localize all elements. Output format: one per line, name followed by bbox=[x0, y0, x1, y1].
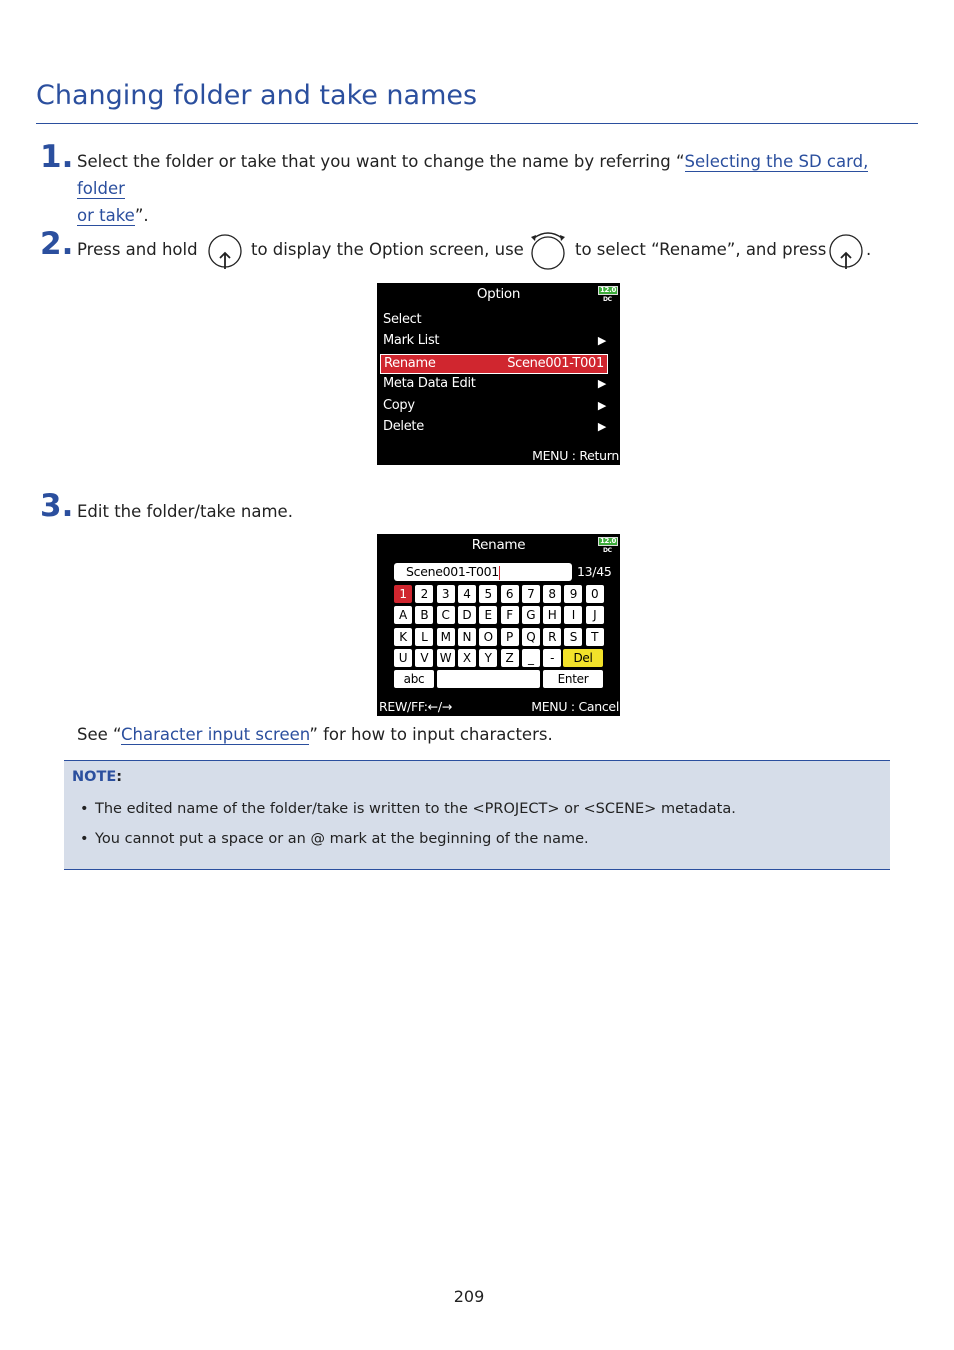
key-d[interactable]: D bbox=[458, 606, 476, 624]
key-0[interactable]: 0 bbox=[586, 585, 604, 603]
key-x[interactable]: X bbox=[458, 649, 476, 667]
key-o[interactable]: O bbox=[479, 628, 497, 646]
step-2-part4: . bbox=[866, 240, 872, 259]
step-1-text bbox=[77, 148, 907, 229]
step-1-text-before: Select the folder or take that you want to change the name by referring “ bbox=[77, 152, 685, 171]
option-screen-footer: MENU : Return bbox=[532, 448, 619, 463]
power-source: DC bbox=[603, 296, 612, 303]
note-colon: : bbox=[116, 769, 123, 785]
key-j[interactable]: J bbox=[586, 606, 604, 624]
step-3-number: 3. bbox=[40, 488, 74, 524]
note-title bbox=[72, 769, 122, 785]
key-2[interactable]: 2 bbox=[415, 585, 433, 603]
chevron-right-icon: ▶ bbox=[597, 399, 606, 412]
see-line bbox=[77, 721, 553, 748]
rename-footer-right: MENU : Cancel bbox=[531, 699, 619, 714]
title-rule bbox=[36, 123, 918, 124]
key-del[interactable]: Del bbox=[563, 649, 603, 667]
key-underscore[interactable]: _ bbox=[522, 649, 540, 667]
see-after: ” for how to input characters. bbox=[309, 725, 553, 744]
name-input-value: Scene001-T001 bbox=[406, 564, 499, 579]
battery-level: 12.0 bbox=[599, 537, 617, 545]
key-u[interactable]: U bbox=[394, 649, 412, 667]
key-1[interactable]: 1 bbox=[394, 585, 412, 603]
key-q[interactable]: Q bbox=[522, 628, 540, 646]
note-label: NOTE bbox=[72, 769, 117, 785]
chevron-right-icon: ▶ bbox=[597, 377, 606, 390]
press-button-icon bbox=[828, 232, 864, 270]
key-a[interactable]: A bbox=[394, 606, 412, 624]
step-1-link-line2[interactable]: or take bbox=[77, 206, 135, 225]
key-l[interactable]: L bbox=[415, 628, 433, 646]
page-title: Changing folder and take names bbox=[36, 80, 478, 111]
key-hyphen[interactable]: - bbox=[543, 649, 561, 667]
see-before: See “ bbox=[77, 725, 121, 744]
step-2-part3: to select “Rename”, and press bbox=[575, 240, 827, 259]
chevron-right-icon: ▶ bbox=[597, 420, 606, 433]
menu-item-delete[interactable]: Delete bbox=[383, 419, 424, 434]
key-h[interactable]: H bbox=[543, 606, 561, 624]
note-item-text: The edited name of the folder/take is written to the <PROJECT> or <SCENE> metadata. bbox=[95, 801, 736, 817]
rename-footer-left: REW/FF:←/→ bbox=[379, 699, 452, 714]
key-9[interactable]: 9 bbox=[564, 585, 582, 603]
text-cursor bbox=[499, 566, 500, 580]
step-2-part2: to display the Option screen, use bbox=[251, 240, 524, 259]
power-source: DC bbox=[603, 547, 612, 554]
step-2-part1: Press and hold bbox=[77, 240, 198, 259]
note-item: • The edited name of the folder/take is written to the <PROJECT> or <SCENE> metadata. bbox=[80, 801, 736, 817]
key-i[interactable]: I bbox=[564, 606, 582, 624]
menu-item-meta-data-edit[interactable]: Meta Data Edit bbox=[383, 376, 476, 391]
step-1-link-line1[interactable]: Selecting the SD card, folder bbox=[77, 152, 869, 198]
battery-icon bbox=[596, 285, 618, 303]
step-1-text-after: ”. bbox=[134, 206, 149, 225]
key-8[interactable]: 8 bbox=[543, 585, 561, 603]
rotate-dial-icon bbox=[528, 229, 568, 273]
key-g[interactable]: G bbox=[522, 606, 540, 624]
key-7[interactable]: 7 bbox=[522, 585, 540, 603]
menu-item-mark-list[interactable]: Mark List bbox=[383, 333, 440, 348]
key-f[interactable]: F bbox=[501, 606, 519, 624]
character-input-link[interactable]: Character input screen bbox=[120, 725, 310, 744]
key-6[interactable]: 6 bbox=[501, 585, 519, 603]
key-s[interactable]: S bbox=[564, 628, 582, 646]
battery-level: 12.0 bbox=[599, 286, 617, 294]
key-c[interactable]: C bbox=[437, 606, 455, 624]
step-1-number: 1. bbox=[40, 139, 74, 175]
option-screen bbox=[377, 283, 620, 465]
page-number: 209 bbox=[453, 1287, 485, 1306]
key-abc[interactable]: abc bbox=[394, 670, 434, 688]
key-e[interactable]: E bbox=[479, 606, 497, 624]
key-y[interactable]: Y bbox=[479, 649, 497, 667]
key-p[interactable]: P bbox=[501, 628, 519, 646]
name-input[interactable] bbox=[394, 563, 572, 581]
menu-item-select[interactable]: Select bbox=[383, 312, 422, 327]
key-n[interactable]: N bbox=[458, 628, 476, 646]
key-b[interactable]: B bbox=[415, 606, 433, 624]
rename-screen bbox=[377, 534, 620, 716]
note-item-text: You cannot put a space or an @ mark at the beginning of the name. bbox=[95, 831, 589, 847]
option-screen-title: Option bbox=[476, 286, 521, 302]
char-count: 13/45 bbox=[577, 564, 612, 579]
battery-icon bbox=[596, 536, 618, 554]
key-4[interactable]: 4 bbox=[458, 585, 476, 603]
note-item: • You cannot put a space or an @ mark at the beginning of the name. bbox=[80, 831, 589, 847]
key-space[interactable] bbox=[437, 670, 540, 688]
key-v[interactable]: V bbox=[415, 649, 433, 667]
key-m[interactable]: M bbox=[437, 628, 455, 646]
key-z[interactable]: Z bbox=[501, 649, 519, 667]
press-button-icon bbox=[207, 232, 243, 270]
chevron-right-icon: ▶ bbox=[597, 334, 606, 347]
menu-item-copy[interactable]: Copy bbox=[383, 398, 415, 413]
key-k[interactable]: K bbox=[394, 628, 412, 646]
rename-screen-title: Rename bbox=[471, 537, 526, 553]
menu-item-rename[interactable] bbox=[380, 354, 608, 374]
menu-item-rename-label: Rename bbox=[384, 356, 436, 371]
key-enter[interactable]: Enter bbox=[543, 670, 603, 688]
step-3-text: Edit the folder/take name. bbox=[77, 502, 293, 521]
key-5[interactable]: 5 bbox=[479, 585, 497, 603]
key-r[interactable]: R bbox=[543, 628, 561, 646]
key-w[interactable]: W bbox=[437, 649, 455, 667]
key-t[interactable]: T bbox=[586, 628, 604, 646]
key-3[interactable]: 3 bbox=[437, 585, 455, 603]
note-box bbox=[64, 760, 890, 870]
menu-item-rename-value: Scene001-T001 bbox=[507, 356, 604, 371]
step-2-number: 2. bbox=[40, 226, 74, 262]
